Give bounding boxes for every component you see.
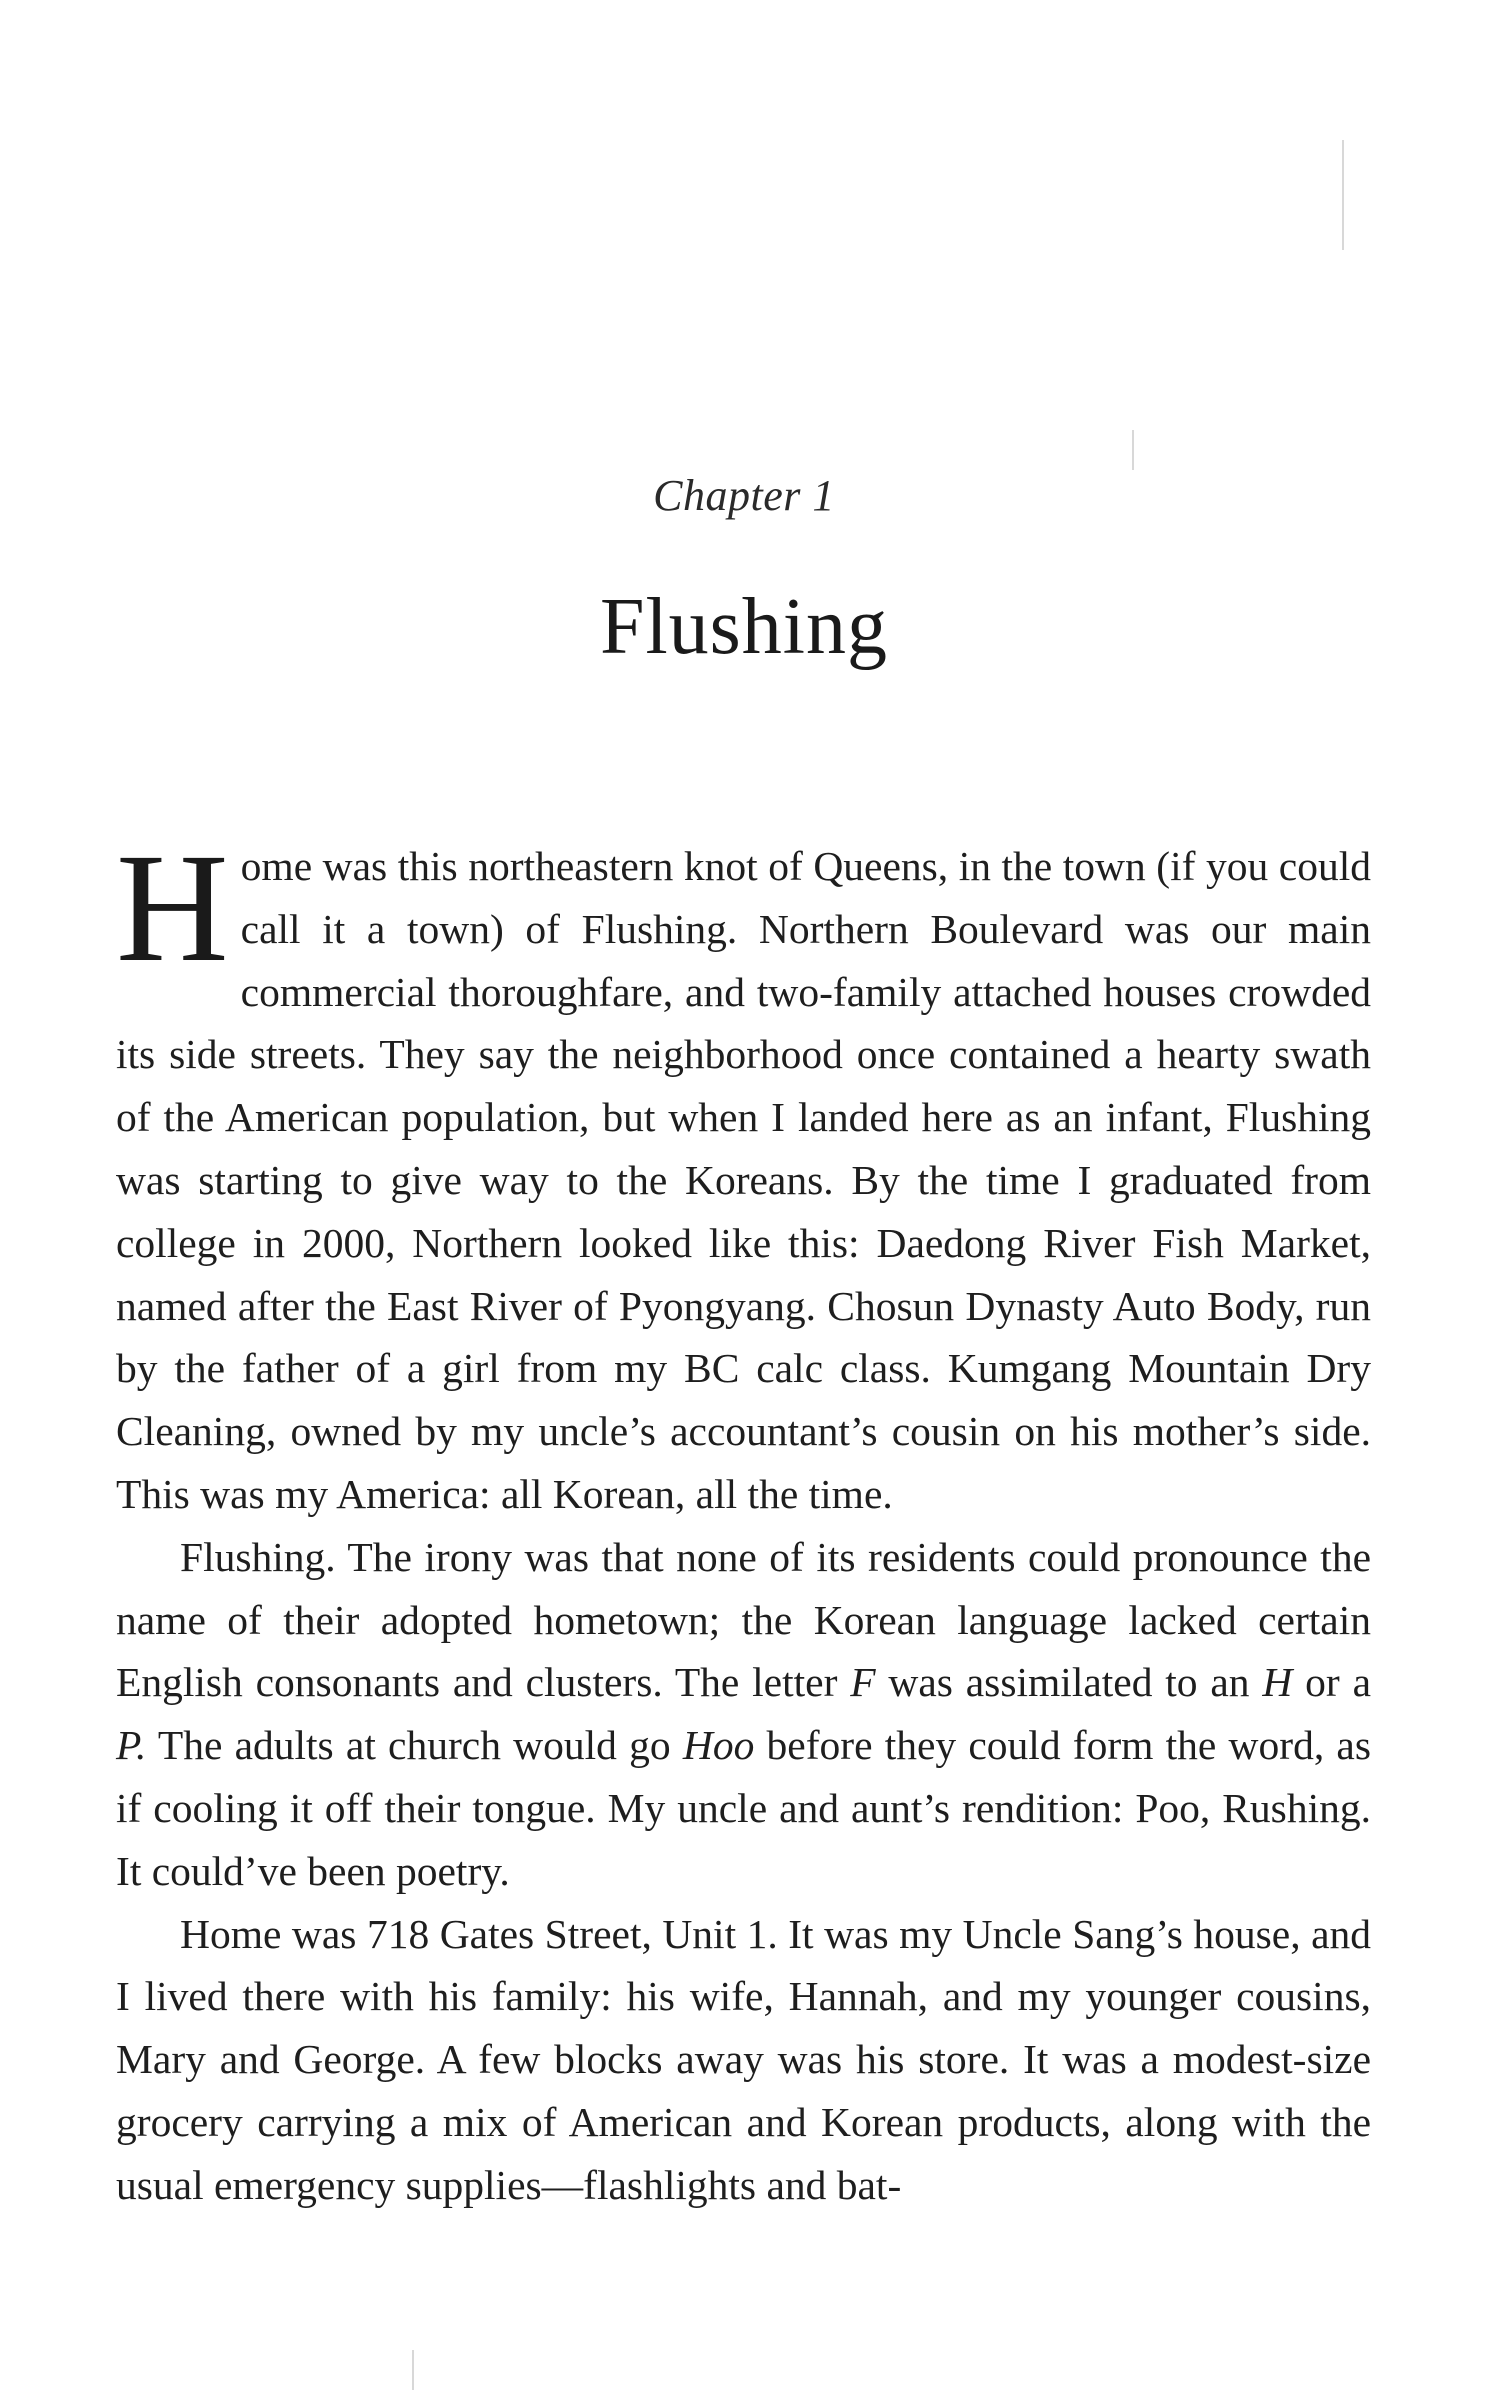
paragraph-3-text: Home was 718 Gates Street, Unit 1. It was my Uncle Sang’s house, and I lived there with his family: his wife, Hannah, and my younger cousins, Mary and George. A few blocks away was his store. It was a modest-size grocery carrying a mix of American and Korean products, along with the usual emergency supplies—flashlights and bat- (116, 1910, 1371, 2208)
italic-letter-h: H (1262, 1659, 1293, 1706)
italic-word-hoo: Hoo (682, 1722, 755, 1769)
paragraph-2 (116, 1526, 1371, 1903)
paragraph-2-text: The adults at church would go (146, 1722, 683, 1769)
paragraph-2-text: or a (1292, 1659, 1371, 1706)
chapter-body (116, 821, 1371, 2217)
paragraph-2-text: was assimilated to an (875, 1659, 1263, 1706)
italic-letter-p: P. (116, 1722, 147, 1769)
paragraph-2-text: before they could form the word, as if cooling it off their tongue. My uncle and aunt’s rendition: Poo, Rushing. It could’ve been poetry. (116, 1722, 1371, 1894)
scan-mark (1132, 430, 1134, 470)
paragraph-1 (116, 821, 1371, 1526)
paragraph-2-text: Flushing. The irony was that none of its residents could pronounce the name of their adopted hometown; the Korean language lacked certain English consonants and clusters. The letter (116, 1533, 1371, 1706)
chapter-title: Flushing (599, 583, 889, 671)
chapter-label: Chapter 1 (653, 471, 835, 520)
paragraph-1-text: ome was this northeastern knot of Queens, in the town (if you could call it a town) of Flushing. Northern Boulevard was our main commercial thoroughfare, and two-family attached houses crowded its side streets. They say the neighborhood once contained a hearty swath of the American population, but when I landed here as an infant, Flushing was starting to give way to the Koreans. By the time I graduated from college in 2000, Northern looked like this: Daedong River Fish Market, named after the East River of Pyongyang. Chosun Dynasty Auto Body, run by the father of a girl from my BC calc class. Kumgang Mountain Dry Cleaning, owned by my uncle’s accountant’s cousin on his mother’s side. This was my America: all Korean, all the time. (116, 843, 1371, 1517)
paragraph-3 (116, 1903, 1371, 2217)
scan-mark (412, 2350, 414, 2390)
drop-cap: H (116, 821, 229, 994)
scan-mark (1342, 140, 1344, 250)
italic-letter-f: F (850, 1659, 876, 1706)
